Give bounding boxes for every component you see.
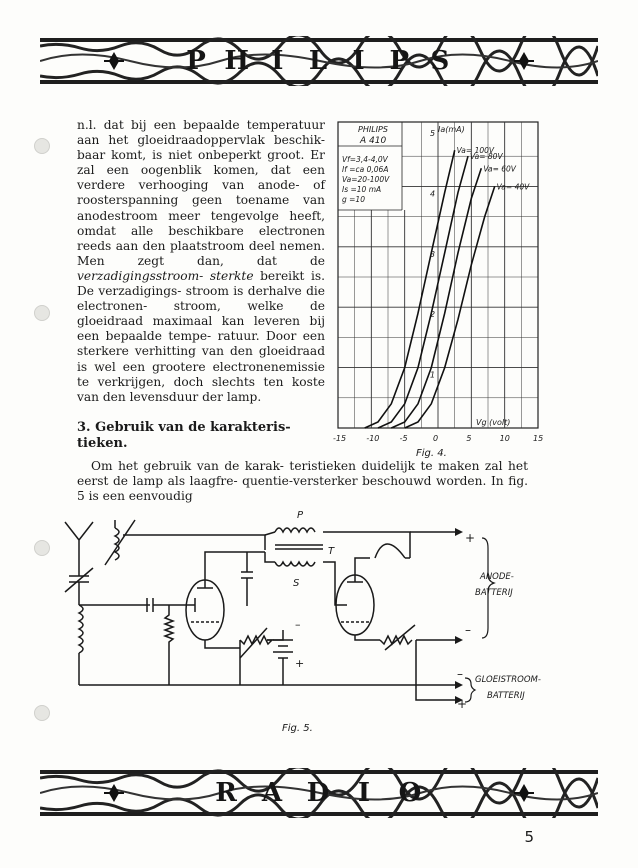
bias-battery [273, 640, 293, 658]
curve-label: Va= 80V [470, 152, 503, 162]
grid-leak-resistor [165, 605, 173, 685]
banner-letter: P [389, 46, 412, 76]
curve-label: Va= 40V [496, 182, 530, 192]
bypass-capacitor [241, 552, 253, 606]
footer-banner-radio [40, 768, 598, 818]
y-tick-label: 2 [430, 310, 436, 320]
label-gloeistroom: GLOEISTROOM- [475, 675, 541, 685]
y-tick-label: 1 [430, 370, 436, 380]
label-plus-top: + [465, 531, 476, 545]
label-s: S [293, 578, 300, 589]
legend-spec: If =ca 0,06A [342, 165, 389, 174]
section-heading: 3. Gebruik van de karakteris- tieken. [77, 420, 291, 451]
y-tick-label: 5 [430, 129, 436, 138]
x-tick-label: 0 [433, 434, 439, 443]
input-coil [79, 605, 83, 653]
label-anode: ANODE- [480, 572, 514, 582]
legend-spec: Vf=3,4-4,0V [342, 155, 388, 164]
banner-word-philips [180, 42, 458, 80]
headphone-symbol [375, 544, 405, 558]
banner-letter: H [224, 46, 251, 76]
x-axis-label: Vg (volt) [476, 418, 511, 427]
header-banner-philips [40, 36, 598, 86]
label-plus-gloei: + [457, 697, 468, 711]
banner-letter: I [357, 778, 373, 808]
antenna-symbol [65, 522, 93, 562]
banner-letter: R [215, 778, 239, 808]
curve-labels [457, 146, 530, 191]
transformer-primary [275, 528, 315, 532]
banner-letter: I [352, 46, 367, 76]
fig5-caption: Fig. 5. [282, 723, 313, 734]
banner-letter: I [271, 46, 286, 76]
label-battery-plus: + [295, 657, 305, 670]
paragraph-text: bereikt is. De verzadigings- stroom is derhalve die electronen- stroom, welke de gloeidraad maximaal kan leveren bij een bepaalde tempe- ratuur. Door een sterkere verhitting van den gloeidraad is wel een grootere electronenemissie te verkrijgen, doch slechts ten koste van den levensduur der lamp. [77, 268, 325, 404]
label-t: T [328, 546, 335, 557]
curve-label: Va= 100V [456, 146, 495, 156]
fig4-caption: Fig. 4. [416, 448, 447, 459]
binder-hole [34, 305, 50, 321]
y-tick-label: 4 [430, 189, 436, 199]
legend-spec: g =10 [342, 195, 365, 204]
paragraph-text: Om het gebruik van de karak- teristieken duidelijk te maken zal het eerst de lamp als laagfre- quentie-versterker beschouwd worden. In fig. 5 is een eenvoudig [77, 459, 528, 504]
x-tick-label: -10 [366, 434, 380, 443]
legend-model: A 410 [360, 136, 387, 146]
banner-letter: D [306, 778, 332, 808]
banner-letter: O [398, 778, 424, 808]
y-tick-label: 3 [430, 249, 436, 259]
coil-variable-arrow [105, 520, 135, 565]
banner-letter: P [186, 46, 208, 76]
label-minus-gloei: – [457, 667, 463, 681]
label-anode-batterij: BATTERIJ [475, 588, 513, 598]
legend-brand: PHILIPS [358, 125, 388, 134]
italic-term: verzadigingsstroom- sterkte [77, 268, 254, 283]
transformer-secondary [275, 562, 315, 566]
label-battery-minus: – [295, 618, 301, 631]
paragraph-usage-characteristics [77, 459, 528, 504]
banner-letter: S [430, 46, 452, 76]
banner-letter: A [261, 778, 285, 808]
paragraph-text: n.l. dat bij een bepaalde temperatuur aan het gloeidraadoppervlak beschik- baar komt, is niet onbeperkt groot. Er zal een oogenblik komen, dat een verdere verhooging van anode- of roosterspanning geen toename van anodestroom meer tengevolge heeft, omdat alle beschikbare electronen reeds aan den plaatstroom deel nemen. Men zegt dan, dat de [77, 118, 325, 268]
label-minus-top: – [465, 623, 471, 637]
tube-detector [186, 580, 224, 640]
label-p: P [297, 510, 304, 521]
circuit-svg [35, 510, 555, 720]
chart-svg [330, 118, 545, 463]
y-axis-label: Ia(mA) [438, 125, 465, 134]
banner-word-radio [210, 774, 428, 812]
banner-letter: L [308, 46, 330, 76]
curve-label: Va= 60V [483, 164, 516, 174]
x-tick-label: 15 [533, 434, 544, 443]
label-gloei-batterij: BATTERIJ [487, 691, 525, 701]
x-tick-label: 5 [466, 434, 472, 443]
x-ticks [333, 434, 543, 443]
paragraph-saturation-current [77, 118, 325, 405]
legend-spec: Va=20-100V [342, 175, 390, 184]
x-tick-label: -5 [399, 434, 408, 443]
binder-hole [34, 138, 50, 154]
fig4-characteristic-chart [330, 118, 545, 463]
page-number: 5 [524, 828, 534, 846]
capacitor-symbol [69, 562, 89, 605]
legend-spec: Is =10 mA [342, 185, 382, 194]
fig5-circuit-diagram [35, 510, 555, 720]
x-tick-label: -15 [333, 434, 347, 443]
transformer-core [275, 545, 323, 549]
x-tick-label: 10 [499, 434, 510, 443]
